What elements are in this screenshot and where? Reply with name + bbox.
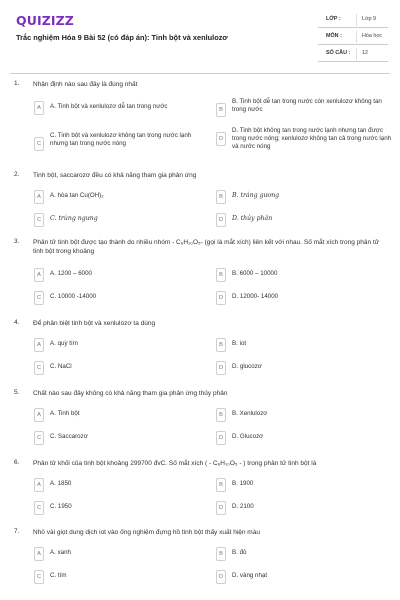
header-divider xyxy=(10,73,390,74)
option-letter: C xyxy=(34,570,44,584)
question-number: 5. xyxy=(14,389,20,396)
meta-divider xyxy=(356,31,357,43)
question-number: 7. xyxy=(14,528,20,535)
option-text: D. 12000- 14000 xyxy=(232,293,279,300)
option-text: A. 1200 – 6000 xyxy=(50,270,92,277)
meta-question-count xyxy=(318,46,388,62)
meta-grade-value: Lớp 9 xyxy=(362,16,377,22)
option-letter: D xyxy=(216,132,226,146)
quizizz-logo: QUIZIZZ xyxy=(16,13,74,28)
meta-count-value: 12 xyxy=(362,50,368,56)
option-text: A. Tinh bột và xenlulozơ dễ tan trong nước xyxy=(50,103,168,110)
option-text: D. glucozơ xyxy=(232,363,262,370)
option-letter: A xyxy=(34,190,44,204)
option-text: C. 1950 xyxy=(50,503,72,510)
option-text: C. Saccarozơ xyxy=(50,433,88,440)
option-text: B. 6000 – 10000 xyxy=(232,270,278,277)
question-text: Chất nào sau đây không có khả năng tham gia phản ứng thủy phân xyxy=(33,390,228,397)
option-text: B. đỏ xyxy=(232,549,247,556)
option-letter: B xyxy=(216,190,226,204)
option-text: C. 10000 -14000 xyxy=(50,293,97,300)
option-letter: C xyxy=(34,137,44,151)
option-letter: D xyxy=(216,431,226,445)
option-text: B. iot xyxy=(232,340,247,347)
option-text: C. tím xyxy=(50,572,67,579)
question-text: Nhỏ vài giọt dung dịch iot vào ống nghiệm đựng hồ tinh bột thấy xuất hiện màu xyxy=(33,529,260,536)
option-letter: B xyxy=(216,103,226,117)
option-text: A. 1850 xyxy=(50,480,72,487)
question-text: Để phân biệt tinh bột và xenlulozơ ta dùng xyxy=(33,320,156,327)
option-letter: A xyxy=(34,547,44,561)
option-text: B. tráng gương xyxy=(232,192,280,199)
option-text: C. Tinh bột và xenlulozơ không tan trong nước lạnh nhưng tan trong nước nóng xyxy=(50,132,192,147)
option-letter: C xyxy=(34,361,44,375)
meta-divider xyxy=(356,48,357,60)
question-number: 4. xyxy=(14,319,20,326)
meta-subject-label: MÔN : xyxy=(326,33,342,39)
option-letter: D xyxy=(216,501,226,515)
option-letter: A xyxy=(34,101,44,115)
option-letter: B xyxy=(216,338,226,352)
option-letter: B xyxy=(216,408,226,422)
option-text: C. trùng ngưng xyxy=(50,215,98,222)
meta-divider xyxy=(356,14,357,26)
option-letter: C xyxy=(34,291,44,305)
option-text: B. Xenlulozơ xyxy=(232,410,268,417)
option-letter: A xyxy=(34,408,44,422)
meta-subject xyxy=(318,29,388,45)
option-letter: C xyxy=(34,501,44,515)
question-number: 2. xyxy=(14,171,20,178)
question-text: Phân tử khối của tinh bột khoảng 299700 đvC. Số mắt xích ( - C₆H₁₀O₅ - ) trong phân tử tinh bột là xyxy=(33,460,317,467)
option-text: D. 2100 xyxy=(232,503,254,510)
option-letter: B xyxy=(216,478,226,492)
option-letter: A xyxy=(34,478,44,492)
option-text: A. quỳ tím xyxy=(50,340,78,347)
meta-grade xyxy=(318,12,388,28)
question-number: 1. xyxy=(14,80,20,87)
option-text: A. Tinh bột xyxy=(50,410,80,417)
worksheet-header xyxy=(0,0,400,70)
option-letter: D xyxy=(216,570,226,584)
option-letter: D xyxy=(216,361,226,375)
option-letter: A xyxy=(34,338,44,352)
option-text: A. xanh xyxy=(50,549,71,556)
option-text: D. vàng nhạt xyxy=(232,572,268,579)
option-text: D. Tinh bột không tan trong nước lạnh nhưng tan được trong nước nóng; xenlulozơ không tan cả trong nước lạnh và nước nóng xyxy=(232,127,392,150)
meta-count-label: SỐ CÂU : xyxy=(326,50,351,56)
option-text: D. Glucozơ xyxy=(232,433,264,440)
option-text: C. NaCl xyxy=(50,363,72,370)
question-text: Nhận định nào sau đây là đúng nhất xyxy=(33,81,138,88)
option-letter: D xyxy=(216,213,226,227)
question-number: 6. xyxy=(14,459,20,466)
option-letter: B xyxy=(216,547,226,561)
option-text: A. hòa tan Cu(OH)₂ xyxy=(50,192,104,199)
option-text: B. Tinh bột dễ tan trong nước còn xenlulozơ không tan trong nước xyxy=(232,98,382,113)
meta-grade-label: LỚP : xyxy=(326,16,341,22)
option-letter: C xyxy=(34,431,44,445)
meta-subject-value: Hóa học xyxy=(362,33,383,39)
question-text: Tinh bột, saccarozơ đều có khả năng tham gia phản ứng xyxy=(33,172,197,179)
option-letter: B xyxy=(216,268,226,282)
question-text: Phân tử tinh bột được tạo thành do nhiều nhóm - C₆H₁₀O₅- (gọi là mắt xích) liên kết với nhau. Số mắt xích trong phân tử tinh bột trong khoảng xyxy=(33,239,380,255)
question-number: 3. xyxy=(14,238,20,245)
page-title: Trắc nghiệm Hóa 9 Bài 52 (có đáp án): Tinh bột và xenlulozơ xyxy=(16,33,228,42)
option-letter: C xyxy=(34,213,44,227)
option-letter: A xyxy=(34,268,44,282)
option-letter: D xyxy=(216,291,226,305)
option-text: D. thủy phân xyxy=(232,215,273,222)
option-text: B. 1900 xyxy=(232,480,254,487)
